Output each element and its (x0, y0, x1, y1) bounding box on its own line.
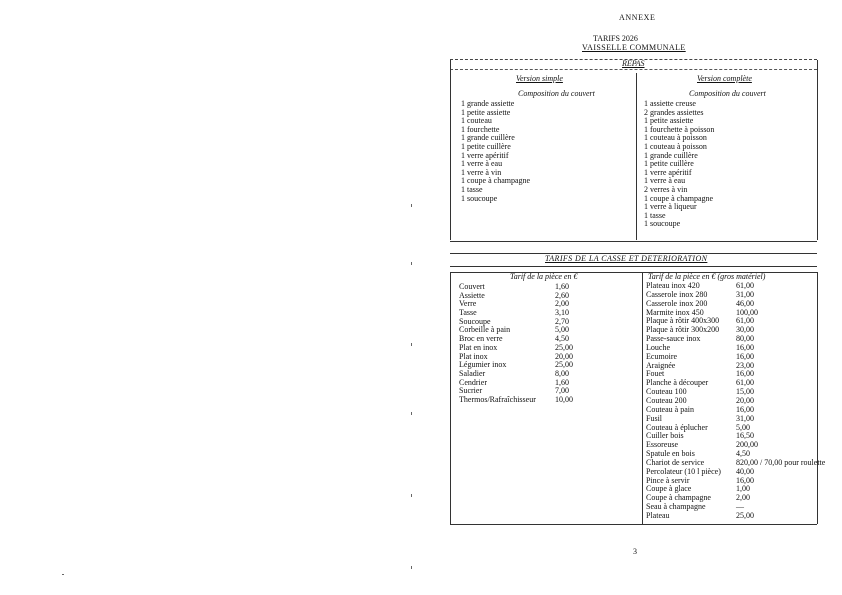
couvert-item: 1 assiette creuse (644, 99, 696, 108)
price-item: Marmite inox 450 (646, 307, 704, 317)
price-value: 23,00 (736, 360, 754, 370)
price-value: 16,00 (736, 351, 754, 361)
price-item: Plaque à rôtir 400x300 (646, 316, 720, 326)
annex-label: ANNEXE (619, 13, 656, 22)
price-row (646, 406, 816, 415)
price-value: 20,00 (736, 395, 754, 405)
price-item: Couteau 100 (646, 387, 687, 397)
price-value: — (736, 502, 744, 512)
price-item: Plateau inox 420 (646, 281, 700, 290)
repas-title: REPAS (622, 59, 645, 68)
couvert-item: 1 soucoupe (461, 193, 498, 203)
price-value: 5,00 (736, 422, 750, 432)
couvert-item: 1 petite assiette (461, 107, 511, 117)
price-value: 4,50 (736, 449, 750, 459)
price-item: Coupe à champagne (646, 493, 711, 503)
price-item: Ecumoire (646, 351, 678, 361)
price-row (646, 362, 816, 371)
scan-speck (411, 262, 412, 265)
price-value: 100,00 (736, 307, 758, 317)
couvert-item: 1 couteau à poisson (644, 141, 707, 151)
price-item: Fouet (646, 369, 665, 379)
price-value: 2,60 (555, 290, 569, 300)
casse-right-border (817, 272, 818, 524)
price-value: 16,00 (736, 404, 754, 414)
scan-speck (411, 204, 412, 207)
price-value: 8,00 (555, 368, 569, 378)
couvert-item: 1 grande assiette (461, 99, 515, 108)
page-number: 3 (633, 547, 637, 556)
couvert-item: 1 grande cuillère (461, 133, 515, 143)
price-value: 30,00 (736, 325, 754, 335)
price-value: 16,50 (736, 431, 754, 441)
price-item: Seau à champagne (646, 502, 706, 512)
scan-speck (411, 566, 412, 569)
price-value: 1,60 (555, 377, 569, 387)
complete-subtitle: Composition du couvert (689, 89, 766, 98)
price-value: 31,00 (736, 413, 754, 423)
couvert-item: 1 fourchette à poisson (644, 124, 715, 134)
couvert-item: 1 tasse (461, 184, 483, 194)
price-item: Couteau à éplucher (646, 422, 708, 432)
repas-center-divider (636, 73, 637, 240)
couvert-item: 1 verre à eau (644, 176, 686, 186)
repas-right-border (817, 60, 818, 240)
casse-center-divider (642, 272, 643, 524)
price-item: Louche (646, 342, 670, 352)
price-value: 820,00 / 70,00 pour roulette (736, 457, 826, 467)
price-item: Plaque à rôtir 300x200 (646, 325, 720, 335)
price-item: Essoreuse (646, 440, 678, 450)
repas-bottom-rule (450, 241, 817, 242)
scan-speck (411, 412, 412, 415)
price-item: Sucrier (459, 386, 483, 396)
price-value: 1,60 (555, 282, 569, 291)
price-item: Araignée (646, 360, 676, 370)
price-item: Spatule en bois (646, 449, 695, 459)
couvert-item: 1 verre à eau (461, 159, 503, 169)
price-value: 25,00 (555, 342, 573, 352)
price-item: Plat inox (459, 351, 488, 361)
price-row (459, 396, 579, 405)
price-value: 80,00 (736, 334, 754, 344)
price-value: 40,00 (736, 466, 754, 476)
casse-left-header: Tarif de la pièce en € (510, 272, 578, 281)
couvert-item: 1 verre apéritif (644, 167, 692, 177)
price-item: Couvert (459, 282, 485, 291)
price-value: 61,00 (736, 281, 754, 290)
couvert-item: 1 couteau (461, 116, 492, 126)
price-item: Tasse (459, 308, 477, 318)
price-row (646, 512, 816, 521)
couvert-item: 1 tasse (644, 210, 666, 220)
simple-subtitle: Composition du couvert (518, 89, 595, 98)
couvert-item: 1 couteau à poisson (644, 133, 707, 143)
price-item: Soucoupe (459, 316, 491, 326)
price-value: 16,00 (736, 342, 754, 352)
price-item: Assiette (459, 290, 485, 300)
casse-right-rows (646, 281, 826, 521)
price-value: 2,00 (555, 299, 569, 309)
price-row (646, 503, 816, 512)
couvert-item: 1 petite assiette (644, 116, 694, 126)
price-item: Chariot de service (646, 457, 705, 467)
price-item: Planche à découper (646, 378, 709, 388)
price-item: Passe-sauce inox (646, 334, 701, 344)
price-item: Cendrier (459, 377, 487, 387)
price-value: 61,00 (736, 316, 754, 326)
price-value: 25,00 (736, 510, 754, 520)
scan-speck (62, 574, 64, 575)
simple-title: Version simple (516, 74, 563, 83)
price-item: Thermos/Rafraîchisseur (459, 394, 536, 404)
couvert-item: 1 petite cuillère (644, 159, 694, 169)
price-item: Pince à servir (646, 475, 690, 485)
price-item: Percolateur (10 l pièce) (646, 466, 721, 476)
couvert-item: 1 fourchette (461, 124, 500, 134)
casse-title-rule-bottom (450, 266, 817, 267)
complete-items-list (644, 100, 714, 229)
price-value: 5,00 (555, 325, 569, 335)
price-value: 25,00 (555, 360, 573, 370)
price-value: 200,00 (736, 440, 758, 450)
price-item: Verre (459, 299, 477, 309)
couvert-item: 1 verre apéritif (461, 150, 509, 160)
price-item: Corbeille à pain (459, 325, 511, 335)
couvert-item: 1 grande cuillère (644, 150, 698, 160)
tarifs-year: TARIFS 2026 (593, 34, 638, 43)
price-value: 20,00 (555, 351, 573, 361)
price-value: 16,00 (736, 369, 754, 379)
price-item: Légumier inox (459, 360, 507, 370)
repas-top-rule (450, 69, 817, 70)
price-value: 2,00 (736, 493, 750, 503)
price-value: 15,00 (736, 387, 754, 397)
price-value: 2,70 (555, 316, 569, 326)
price-value: 4,50 (555, 334, 569, 344)
price-item: Broc en verre (459, 334, 503, 344)
casse-right-header: Tarif de la pièce en € (gros matériel) (648, 272, 766, 281)
price-item: Casserole inox 280 (646, 289, 708, 299)
price-value: 61,00 (736, 378, 754, 388)
casse-title: TARIFS DE LA CASSE ET DETERIORATION (545, 254, 708, 263)
scan-speck (411, 494, 412, 497)
casse-left-rows (459, 283, 579, 405)
complete-title: Version complète (697, 74, 752, 83)
price-item: Couteau à pain (646, 404, 694, 414)
simple-items-list (461, 100, 530, 203)
price-item: Couteau 200 (646, 395, 687, 405)
couvert-item: 1 verre à liqueur (644, 202, 697, 212)
couvert-item: 2 verres à vin (644, 184, 688, 194)
price-row (646, 335, 816, 344)
couvert-item: 2 grandes assiettes (644, 107, 704, 117)
price-item: Plat en inox (459, 342, 498, 352)
price-value: 1,00 (736, 484, 750, 494)
casse-table-bottom (450, 524, 817, 525)
price-value: 7,00 (555, 386, 569, 396)
couvert-item: 1 soucoupe (644, 219, 681, 229)
repas-left-border (450, 60, 451, 240)
price-item: Plateau (646, 510, 670, 520)
couvert-item: 1 coupe à champagne (644, 193, 714, 203)
couvert-item: 1 verre à vin (461, 167, 502, 177)
vaisselle-title: VAISSELLE COMMUNALE (582, 43, 686, 52)
price-item: Saladier (459, 368, 486, 378)
price-item: Casserole inox 200 (646, 298, 708, 308)
price-item: Fusil (646, 413, 663, 423)
couvert-item: 1 coupe à champagne (461, 176, 531, 186)
price-item: Coupe à glace (646, 484, 692, 494)
casse-left-border (450, 272, 451, 524)
price-item: Cuiller bois (646, 431, 684, 441)
couvert-item: 1 petite cuillère (461, 141, 511, 151)
price-value: 10,00 (555, 394, 573, 404)
price-value: 46,00 (736, 298, 754, 308)
price-value: 3,10 (555, 308, 569, 318)
price-value: 16,00 (736, 475, 754, 485)
scan-speck (411, 343, 412, 346)
price-value: 31,00 (736, 289, 754, 299)
